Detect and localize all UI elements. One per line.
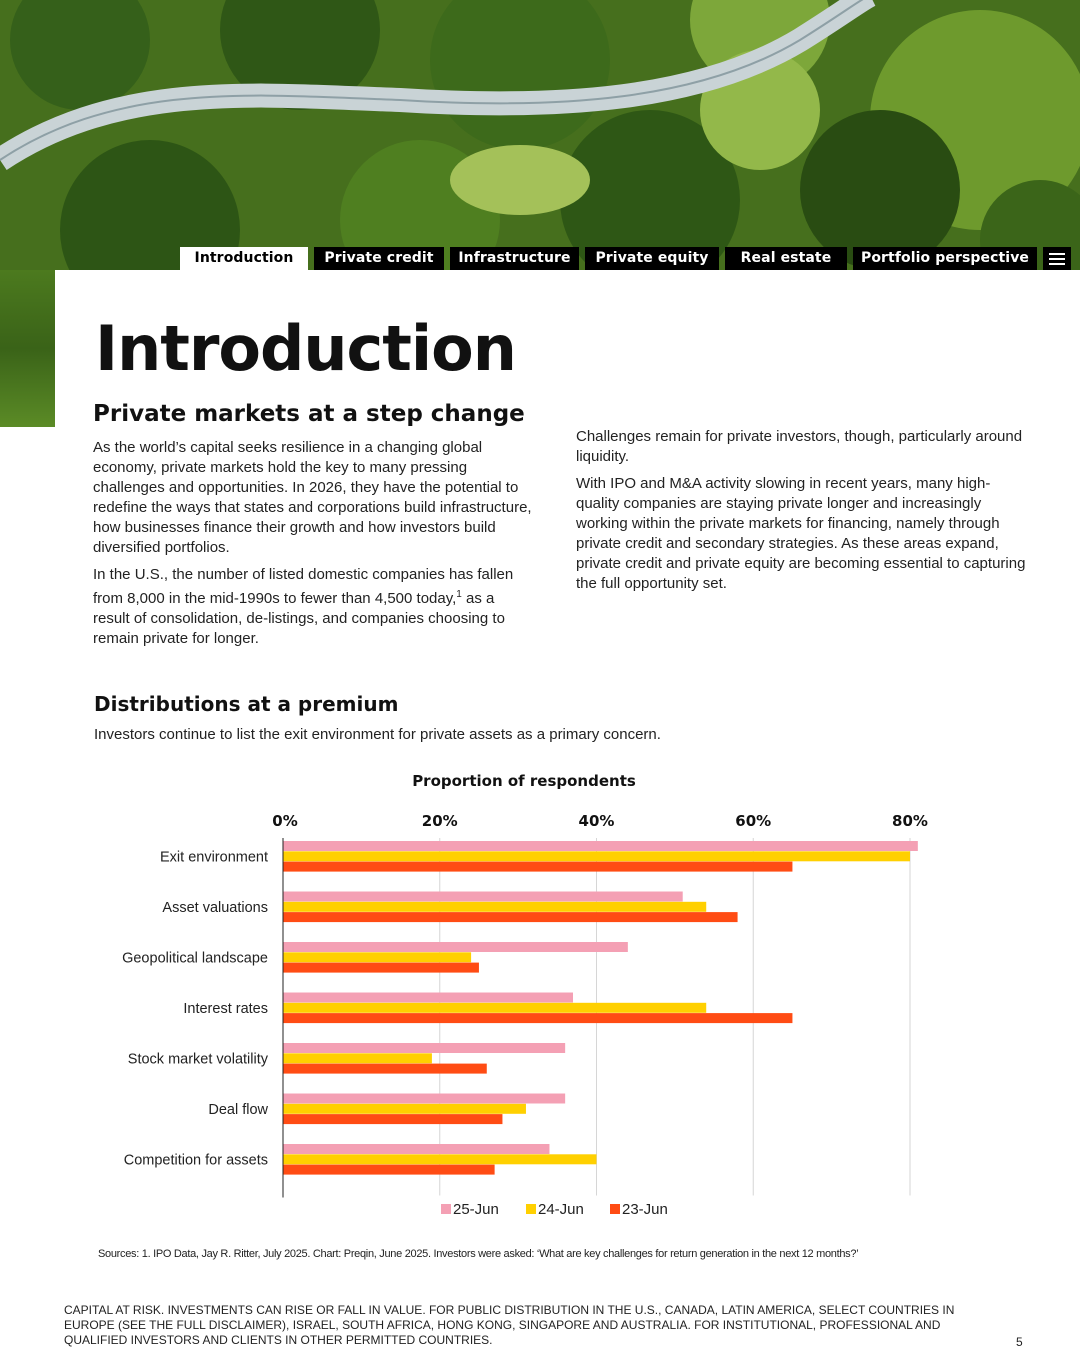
paragraph-text: as a result of consolidation, de-listings, and companies choosing to remain private for longer.: [93, 590, 505, 647]
tab-private-credit[interactable]: Private credit: [314, 247, 444, 270]
hero-landscape-image: [0, 0, 1080, 270]
bar-24-jun: [283, 1104, 526, 1114]
legend-label: 24-Jun: [538, 1201, 584, 1218]
x-tick-label: 20%: [421, 812, 458, 830]
bar-23-jun: [283, 1114, 502, 1124]
legend-label: 25-Jun: [453, 1201, 499, 1218]
hero-landscape-edge: [0, 270, 55, 427]
page-number: 5: [1016, 1335, 1023, 1349]
bar-23-jun: [283, 1165, 495, 1175]
y-category-label: Geopolitical landscape: [122, 950, 268, 967]
bar-25-jun: [283, 1043, 565, 1053]
intro-left-column: [93, 438, 533, 656]
paragraph: [93, 565, 533, 649]
y-category-label: Interest rates: [183, 1000, 268, 1017]
bar-23-jun: [283, 1013, 792, 1023]
x-tick-label: 80%: [892, 812, 928, 830]
legend-label: 23-Jun: [622, 1201, 668, 1218]
bar-24-jun: [283, 1154, 597, 1164]
y-category-label: Stock market volatility: [127, 1051, 268, 1068]
paragraph: With IPO and M&A activity slowing in recent years, many high-quality companies are staying private longer and increasingly working within the private markets for financing, namely through private credit and secondary strategies. As these areas expand, private credit and private equity are becoming essential to capturing the full opportunity set.: [576, 475, 1026, 592]
y-category-label: Exit environment: [160, 849, 268, 866]
sources-note: Sources: 1. IPO Data, Jay R. Ritter, July 2025. Chart: Preqin, June 2025. Investors were asked: ‘What are key challenges for return generation in the next 12 months?’: [98, 1248, 859, 1260]
bar-25-jun: [283, 1094, 565, 1104]
disclaimer: CAPITAL AT RISK. INVESTMENTS CAN RISE OR FALL IN VALUE. FOR PUBLIC DISTRIBUTION IN THE U.S., CANADA, LATIN AMERICA, SELECT COUNTRIES IN EUROPE (SEE THE FULL DISCLAIMER), ISRAEL, SOUTH AFRICA, HONG KONG, SINGAPORE AND AUSTRALIA. FOR INSTITUTIONAL, PROFESSIONAL AND QUALIFIED INVESTORS AND CLIENTS IN OTHER PERMITTED COUNTRIES.: [64, 1303, 955, 1347]
paragraph-text: In the U.S., the number of listed domestic companies has fallen from 8,000 in the mid-1990s to fewer than 4,500 today,: [93, 566, 514, 607]
bar-25-jun: [283, 1144, 549, 1154]
footnote-ref[interactable]: 1: [456, 589, 462, 600]
bar-25-jun: [283, 942, 628, 952]
y-category-label: Deal flow: [208, 1101, 268, 1118]
bar-24-jun: [283, 851, 910, 861]
legend-swatch: [441, 1204, 451, 1214]
section-title: Distributions at a premium: [94, 692, 399, 716]
page-subtitle: Private markets at a step change: [93, 401, 525, 427]
tab-private-equity[interactable]: Private equity: [585, 247, 719, 270]
bar-23-jun: [283, 912, 738, 922]
bar-25-jun: [283, 841, 918, 851]
page-title: Introduction: [95, 312, 516, 385]
bar-23-jun: [283, 862, 792, 872]
bar-24-jun: [283, 1053, 432, 1063]
x-tick-label: 0%: [272, 812, 298, 830]
x-tick-label: 60%: [735, 812, 772, 830]
paragraph: As the world’s capital seeks resilience in a changing global economy, private markets hold the key to many pressing challenges and opportunities. In 2026, they have the potential to redefine the ways that states and corporations build infrastructure, how businesses finance their growth and how investors build diversified portfolios.: [93, 439, 532, 556]
tab-portfolio-perspective[interactable]: Portfolio perspective: [853, 247, 1037, 270]
section-subtitle: Investors continue to list the exit environment for private assets as a primary concern.: [94, 726, 661, 743]
x-tick-label: 40%: [578, 812, 615, 830]
aerial-road-illustration: [0, 0, 1080, 270]
bar-25-jun: [283, 892, 683, 902]
legend-swatch: [610, 1204, 620, 1214]
y-category-label: Competition for assets: [123, 1152, 268, 1169]
bar-24-jun: [283, 902, 706, 912]
chart-title: Proportion of respondents: [412, 772, 636, 790]
tab-infrastructure[interactable]: Infrastructure: [450, 247, 579, 270]
tab-real-estate[interactable]: Real estate: [725, 247, 847, 270]
bar-24-jun: [283, 952, 471, 962]
menu-icon[interactable]: [1043, 247, 1071, 270]
paragraph: Challenges remain for private investors, though, particularly around liquidity.: [576, 428, 1023, 465]
legend-swatch: [526, 1204, 536, 1214]
y-category-label: Asset valuations: [162, 899, 268, 916]
bar-23-jun: [283, 963, 479, 973]
bar-25-jun: [283, 993, 573, 1003]
bar-chart: [0, 760, 1080, 1240]
bar-24-jun: [283, 1003, 706, 1013]
intro-right-column: [576, 427, 1026, 601]
bar-23-jun: [283, 1064, 487, 1074]
tab-introduction[interactable]: Introduction: [180, 247, 308, 270]
